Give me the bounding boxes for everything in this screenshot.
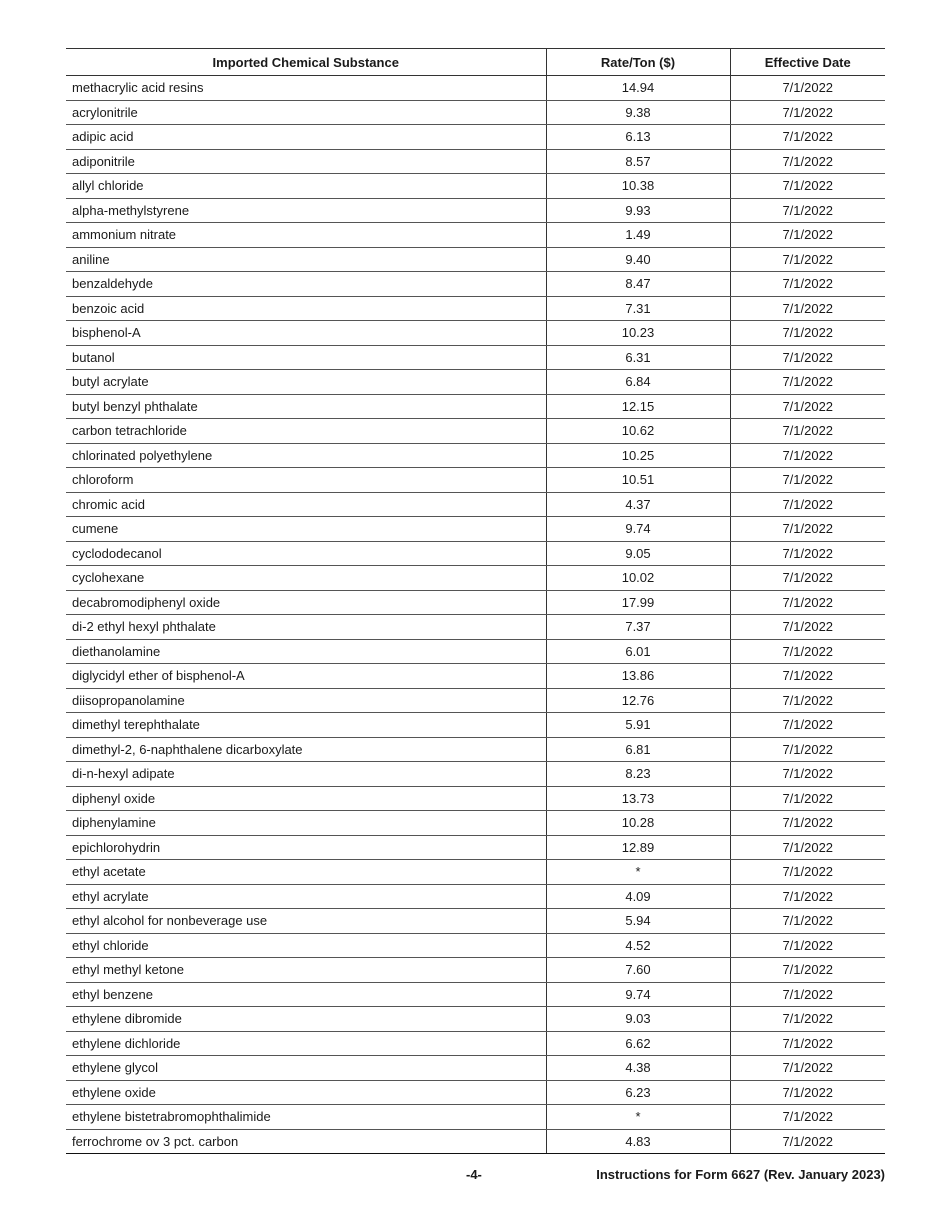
rate-cell: 9.38 xyxy=(546,100,730,125)
table-row xyxy=(66,517,885,542)
table-row xyxy=(66,468,885,493)
chemical-rates-table xyxy=(66,48,885,1154)
rate-cell: 4.09 xyxy=(546,884,730,909)
rate-cell: 13.86 xyxy=(546,664,730,689)
table-row xyxy=(66,247,885,272)
rate-cell: 7.60 xyxy=(546,958,730,983)
effective-date-cell: 7/1/2022 xyxy=(730,1031,885,1056)
rate-cell: 6.01 xyxy=(546,639,730,664)
substance-cell: cyclohexane xyxy=(66,566,546,591)
table-row xyxy=(66,909,885,934)
table-row xyxy=(66,639,885,664)
effective-date-cell: 7/1/2022 xyxy=(730,860,885,885)
effective-date-cell: 7/1/2022 xyxy=(730,1056,885,1081)
substance-cell: epichlorohydrin xyxy=(66,835,546,860)
table-row xyxy=(66,198,885,223)
table-row xyxy=(66,394,885,419)
table-row xyxy=(66,860,885,885)
rate-cell: 9.74 xyxy=(546,517,730,542)
rate-cell: * xyxy=(546,860,730,885)
substance-cell: butyl benzyl phthalate xyxy=(66,394,546,419)
rate-cell: 12.76 xyxy=(546,688,730,713)
table-row xyxy=(66,149,885,174)
effective-date-cell: 7/1/2022 xyxy=(730,1080,885,1105)
table-row xyxy=(66,811,885,836)
table-row xyxy=(66,272,885,297)
table-row xyxy=(66,737,885,762)
substance-cell: ethylene dichloride xyxy=(66,1031,546,1056)
substance-cell: ethylene glycol xyxy=(66,1056,546,1081)
effective-date-cell: 7/1/2022 xyxy=(730,762,885,787)
header-effective-date: Effective Date xyxy=(730,49,885,76)
effective-date-cell: 7/1/2022 xyxy=(730,884,885,909)
substance-cell: ethyl acrylate xyxy=(66,884,546,909)
effective-date-cell: 7/1/2022 xyxy=(730,100,885,125)
table-row xyxy=(66,419,885,444)
rate-cell: 9.05 xyxy=(546,541,730,566)
effective-date-cell: 7/1/2022 xyxy=(730,615,885,640)
effective-date-cell: 7/1/2022 xyxy=(730,811,885,836)
rate-cell: 5.91 xyxy=(546,713,730,738)
substance-cell: ethyl chloride xyxy=(66,933,546,958)
rate-cell: 8.57 xyxy=(546,149,730,174)
table-row xyxy=(66,370,885,395)
substance-cell: dimethyl terephthalate xyxy=(66,713,546,738)
substance-cell: ethyl benzene xyxy=(66,982,546,1007)
rate-cell: 6.81 xyxy=(546,737,730,762)
rate-cell: 6.62 xyxy=(546,1031,730,1056)
substance-cell: ethylene dibromide xyxy=(66,1007,546,1032)
rate-cell: * xyxy=(546,1105,730,1130)
effective-date-cell: 7/1/2022 xyxy=(730,345,885,370)
effective-date-cell: 7/1/2022 xyxy=(730,982,885,1007)
effective-date-cell: 7/1/2022 xyxy=(730,272,885,297)
substance-cell: carbon tetrachloride xyxy=(66,419,546,444)
effective-date-cell: 7/1/2022 xyxy=(730,737,885,762)
rate-cell: 10.38 xyxy=(546,174,730,199)
substance-cell: ethyl alcohol for nonbeverage use xyxy=(66,909,546,934)
substance-cell: chromic acid xyxy=(66,492,546,517)
effective-date-cell: 7/1/2022 xyxy=(730,394,885,419)
table-row xyxy=(66,762,885,787)
rate-cell: 10.51 xyxy=(546,468,730,493)
rate-cell: 9.40 xyxy=(546,247,730,272)
table-row xyxy=(66,76,885,101)
header-rate: Rate/Ton ($) xyxy=(546,49,730,76)
effective-date-cell: 7/1/2022 xyxy=(730,125,885,150)
rate-cell: 12.15 xyxy=(546,394,730,419)
effective-date-cell: 7/1/2022 xyxy=(730,590,885,615)
effective-date-cell: 7/1/2022 xyxy=(730,713,885,738)
table-row xyxy=(66,174,885,199)
rate-cell: 9.93 xyxy=(546,198,730,223)
table-row xyxy=(66,933,885,958)
rate-cell: 14.94 xyxy=(546,76,730,101)
rate-cell: 10.62 xyxy=(546,419,730,444)
effective-date-cell: 7/1/2022 xyxy=(730,517,885,542)
header-substance: Imported Chemical Substance xyxy=(66,49,546,76)
effective-date-cell: 7/1/2022 xyxy=(730,639,885,664)
effective-date-cell: 7/1/2022 xyxy=(730,296,885,321)
form-title: Instructions for Form 6627 (Rev. January 2023) xyxy=(596,1167,885,1182)
substance-cell: butyl acrylate xyxy=(66,370,546,395)
substance-cell: ferrochrome ov 3 pct. carbon xyxy=(66,1129,546,1154)
table-row xyxy=(66,125,885,150)
rate-cell: 4.83 xyxy=(546,1129,730,1154)
rate-cell: 9.74 xyxy=(546,982,730,1007)
table-row xyxy=(66,1129,885,1154)
effective-date-cell: 7/1/2022 xyxy=(730,223,885,248)
table-row xyxy=(66,100,885,125)
table-header-row xyxy=(66,49,885,76)
substance-cell: aniline xyxy=(66,247,546,272)
effective-date-cell: 7/1/2022 xyxy=(730,76,885,101)
table-row xyxy=(66,664,885,689)
effective-date-cell: 7/1/2022 xyxy=(730,541,885,566)
rate-cell: 8.47 xyxy=(546,272,730,297)
table-row xyxy=(66,1007,885,1032)
effective-date-cell: 7/1/2022 xyxy=(730,1129,885,1154)
effective-date-cell: 7/1/2022 xyxy=(730,1105,885,1130)
substance-cell: bisphenol-A xyxy=(66,321,546,346)
substance-cell: dimethyl-2, 6-naphthalene dicarboxylate xyxy=(66,737,546,762)
substance-cell: ethyl methyl ketone xyxy=(66,958,546,983)
table-row xyxy=(66,443,885,468)
effective-date-cell: 7/1/2022 xyxy=(730,370,885,395)
substance-cell: ethyl acetate xyxy=(66,860,546,885)
table-row xyxy=(66,345,885,370)
effective-date-cell: 7/1/2022 xyxy=(730,321,885,346)
table-row xyxy=(66,1031,885,1056)
substance-cell: adipic acid xyxy=(66,125,546,150)
substance-cell: benzaldehyde xyxy=(66,272,546,297)
rate-cell: 9.03 xyxy=(546,1007,730,1032)
effective-date-cell: 7/1/2022 xyxy=(730,835,885,860)
substance-cell: butanol xyxy=(66,345,546,370)
effective-date-cell: 7/1/2022 xyxy=(730,786,885,811)
substance-cell: ammonium nitrate xyxy=(66,223,546,248)
substance-cell: decabromodiphenyl oxide xyxy=(66,590,546,615)
effective-date-cell: 7/1/2022 xyxy=(730,419,885,444)
substance-cell: allyl chloride xyxy=(66,174,546,199)
rate-cell: 10.23 xyxy=(546,321,730,346)
rate-cell: 10.28 xyxy=(546,811,730,836)
effective-date-cell: 7/1/2022 xyxy=(730,664,885,689)
table-row xyxy=(66,713,885,738)
table-row xyxy=(66,541,885,566)
rate-cell: 7.37 xyxy=(546,615,730,640)
substance-cell: acrylonitrile xyxy=(66,100,546,125)
table-row xyxy=(66,982,885,1007)
rate-cell: 10.25 xyxy=(546,443,730,468)
substance-cell: di-2 ethyl hexyl phthalate xyxy=(66,615,546,640)
table-row xyxy=(66,223,885,248)
rate-cell: 4.37 xyxy=(546,492,730,517)
table-row xyxy=(66,321,885,346)
substance-cell: methacrylic acid resins xyxy=(66,76,546,101)
rate-cell: 6.31 xyxy=(546,345,730,370)
rate-cell: 13.73 xyxy=(546,786,730,811)
substance-cell: cyclododecanol xyxy=(66,541,546,566)
rate-cell: 7.31 xyxy=(546,296,730,321)
rate-cell: 5.94 xyxy=(546,909,730,934)
effective-date-cell: 7/1/2022 xyxy=(730,443,885,468)
rate-cell: 4.38 xyxy=(546,1056,730,1081)
substance-cell: chlorinated polyethylene xyxy=(66,443,546,468)
table-row xyxy=(66,1056,885,1081)
substance-cell: ethylene oxide xyxy=(66,1080,546,1105)
table-row xyxy=(66,615,885,640)
rate-cell: 8.23 xyxy=(546,762,730,787)
effective-date-cell: 7/1/2022 xyxy=(730,933,885,958)
effective-date-cell: 7/1/2022 xyxy=(730,149,885,174)
substance-cell: diethanolamine xyxy=(66,639,546,664)
rate-cell: 1.49 xyxy=(546,223,730,248)
substance-cell: diisopropanolamine xyxy=(66,688,546,713)
effective-date-cell: 7/1/2022 xyxy=(730,174,885,199)
table-row xyxy=(66,1080,885,1105)
effective-date-cell: 7/1/2022 xyxy=(730,468,885,493)
table-row xyxy=(66,835,885,860)
substance-cell: ethylene bistetrabromophthalimide xyxy=(66,1105,546,1130)
effective-date-cell: 7/1/2022 xyxy=(730,198,885,223)
table-row xyxy=(66,590,885,615)
rate-cell: 6.84 xyxy=(546,370,730,395)
table-row xyxy=(66,296,885,321)
table-row xyxy=(66,1105,885,1130)
substance-cell: diphenyl oxide xyxy=(66,786,546,811)
table-row xyxy=(66,492,885,517)
effective-date-cell: 7/1/2022 xyxy=(730,688,885,713)
rate-cell: 10.02 xyxy=(546,566,730,591)
table-row xyxy=(66,566,885,591)
effective-date-cell: 7/1/2022 xyxy=(730,958,885,983)
substance-cell: chloroform xyxy=(66,468,546,493)
rate-cell: 17.99 xyxy=(546,590,730,615)
effective-date-cell: 7/1/2022 xyxy=(730,247,885,272)
table-row xyxy=(66,688,885,713)
table-row xyxy=(66,958,885,983)
rate-cell: 4.52 xyxy=(546,933,730,958)
table-row xyxy=(66,786,885,811)
substance-cell: benzoic acid xyxy=(66,296,546,321)
effective-date-cell: 7/1/2022 xyxy=(730,909,885,934)
rate-cell: 12.89 xyxy=(546,835,730,860)
substance-cell: di-n-hexyl adipate xyxy=(66,762,546,787)
substance-cell: cumene xyxy=(66,517,546,542)
page-number: -4- xyxy=(466,1167,482,1182)
rate-cell: 6.23 xyxy=(546,1080,730,1105)
substance-cell: diglycidyl ether of bisphenol-A xyxy=(66,664,546,689)
substance-cell: adiponitrile xyxy=(66,149,546,174)
substance-cell: diphenylamine xyxy=(66,811,546,836)
effective-date-cell: 7/1/2022 xyxy=(730,566,885,591)
effective-date-cell: 7/1/2022 xyxy=(730,492,885,517)
effective-date-cell: 7/1/2022 xyxy=(730,1007,885,1032)
rate-cell: 6.13 xyxy=(546,125,730,150)
table-row xyxy=(66,884,885,909)
substance-cell: alpha-methylstyrene xyxy=(66,198,546,223)
